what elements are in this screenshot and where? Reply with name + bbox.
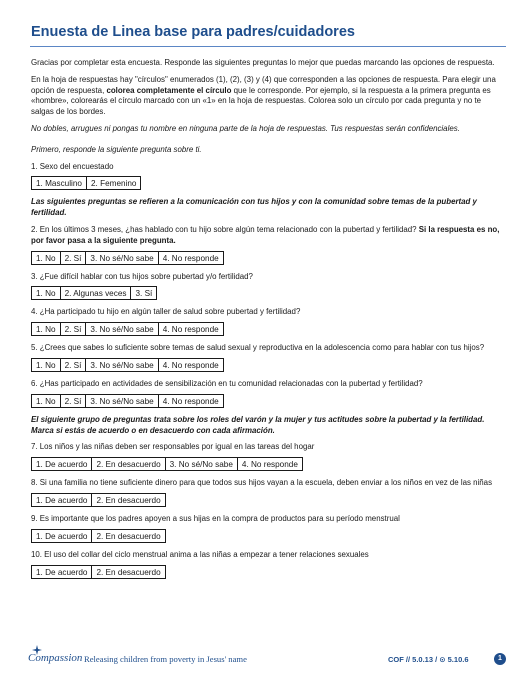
- question-3-options: [31, 286, 157, 300]
- q10-option-2[interactable]: 2. En desacuerdo: [96, 567, 161, 577]
- question-9-options: [31, 529, 166, 543]
- footer-tagline: Releasing children from poverty in Jesus' name: [84, 654, 247, 664]
- q6-option-4[interactable]: 4. No responde: [162, 396, 219, 406]
- question-9-text: 9. Es importante que los padres apoyen a sus hijas en la compra de productos para su período menstrual: [31, 513, 400, 523]
- q2-option-4[interactable]: 4. No responde: [162, 253, 219, 263]
- intro-paragraph-1: Gracias por completar esta encuesta. Responde las siguientes preguntas lo mejor que puedas marcando las opciones de respuesta.: [31, 58, 495, 67]
- question-2-text: [31, 225, 505, 247]
- q4-option-3[interactable]: 3. No sé/No sabe: [86, 323, 158, 335]
- question-6-options: [31, 394, 224, 408]
- q8-option-2[interactable]: 2. En desacuerdo: [96, 495, 161, 505]
- q7-option-1[interactable]: 1. De acuerdo: [32, 458, 92, 470]
- question-8-text: 8. Si una familia no tiene suficiente dinero para que todos sus hijos vayan a la escuela, deben enviar a los niños en vez de las niñas: [31, 478, 493, 488]
- q4-option-1[interactable]: 1. No: [32, 323, 61, 335]
- q1-option-2[interactable]: 2. Femenino: [90, 179, 137, 189]
- compassion-logo: Compassion: [28, 652, 83, 664]
- q5-option-4[interactable]: 4. No responde: [162, 360, 219, 370]
- intro-paragraph-3: No dobles, arrugues ni pongas tu nombre en ninguna parte de la hoja de respuestas. Tus respuestas serán confidenciales.: [31, 123, 460, 133]
- page-number-badge: 1: [494, 653, 506, 665]
- question-10-options: [31, 565, 166, 579]
- q9-option-2[interactable]: 2. En desacuerdo: [96, 531, 161, 541]
- q2-instruction: Si la respuesta es no, por favor pasa a la siguiente pregunta.: [31, 224, 500, 245]
- q9-option-1[interactable]: 1. De acuerdo: [32, 530, 92, 542]
- question-3-text: 3. ¿Fue difícil hablar con tus hijos sobre pubertad y/o fertilidad?: [31, 271, 253, 281]
- question-5-options: [31, 358, 224, 372]
- document-code: COF // 5.0.13 / ⊙ 5.10.6: [388, 655, 469, 664]
- q10-option-1[interactable]: 1. De acuerdo: [32, 566, 92, 578]
- q2-text-a: 2. En los últimos 3 meses, ¿has hablado con tu hijo sobre algún tema relacionado con la pubertad y fertilidad?: [31, 224, 419, 234]
- q6-option-3[interactable]: 3. No sé/No sabe: [86, 395, 158, 407]
- q2-option-3[interactable]: 3. No sé/No sabe: [86, 252, 158, 264]
- question-10-text: 10. El uso del collar del ciclo menstrual anima a las niñas a empezar a tener relaciones sexuales: [31, 549, 369, 559]
- intro-text-c: que le corresponde. Por ejemplo, si la respuesta a la primera pregunta es «hombre», colorearás el círculo marcado con un «1» en la hoja de respuestas. Colorea solo un círculo por cada pregunta y no te salgas de los bordes.: [31, 85, 491, 117]
- q5-option-1[interactable]: 1. No: [32, 359, 61, 371]
- q3-option-3[interactable]: 3. Sí: [135, 289, 153, 299]
- intro-paragraph-2: [31, 75, 505, 118]
- question-2-options: [31, 251, 224, 265]
- q6-option-2[interactable]: 2. Sí: [61, 395, 87, 407]
- question-1-text: 1. Sexo del encuestado: [31, 161, 114, 171]
- q4-option-2[interactable]: 2. Sí: [61, 323, 87, 335]
- q7-option-4[interactable]: 4. No responde: [241, 460, 298, 470]
- question-5-text: 5. ¿Crees que sabes lo suficiente sobre temas de salud sexual y reproductiva en la adolescencia como para hablar con tus hijos?: [31, 343, 485, 353]
- survey-content: [31, 58, 505, 586]
- q5-option-3[interactable]: 3. No sé/No sabe: [86, 359, 158, 371]
- q8-option-1[interactable]: 1. De acuerdo: [32, 494, 92, 506]
- title-divider: [30, 46, 506, 47]
- question-4-text: 4. ¿Ha participado tu hijo en algún taller de salud sobre pubertad y fertilidad?: [31, 307, 301, 317]
- q1-option-1[interactable]: 1. Masculino: [32, 177, 87, 189]
- section-communication-heading: Las siguientes preguntas se refieren a la comunicación con tus hijos y con la comunidad sobre temas de la pubertad y fertilidad.: [31, 197, 477, 218]
- q7-option-2[interactable]: 2. En desacuerdo: [92, 458, 165, 470]
- intro-text-a: En la hoja de respuestas hay "círculos" enumerados (1), (2), (3) y (4) que corresponden a las opciones de respuesta. Para elegir una opción de respuesta,: [31, 74, 496, 95]
- question-7-text: 7. Los niños y las niñas deben ser responsables por igual en las tareas del hogar: [31, 442, 315, 452]
- section-roles-heading: El siguiente grupo de preguntas trata sobre los roles del varón y la mujer y tus actitudes sobre la pubertad y la fertilidad. Marca si estás de acuerdo o en desacuerdo con cada afirmación.: [31, 414, 485, 435]
- first-prompt: Primero, responde la siguiente pregunta sobre ti.: [31, 144, 202, 154]
- question-6-text: 6. ¿Has participado en actividades de sensibilización en tu comunidad relacionadas con la pubertad y fertilidad?: [31, 378, 423, 388]
- question-8-options: [31, 493, 166, 507]
- q3-option-1[interactable]: 1. No: [32, 287, 61, 299]
- question-4-options: [31, 322, 224, 336]
- q6-option-1[interactable]: 1. No: [32, 395, 61, 407]
- question-7-options: [31, 457, 303, 471]
- intro-emphasis: colorea completamente el círculo: [106, 85, 232, 95]
- question-1-options: [31, 176, 141, 190]
- q5-option-2[interactable]: 2. Sí: [61, 359, 87, 371]
- page-title: Enuesta de Linea base para padres/cuidadores: [31, 24, 355, 40]
- q3-option-2[interactable]: 2. Algunas veces: [61, 287, 132, 299]
- q2-option-2[interactable]: 2. Sí: [61, 252, 87, 264]
- q4-option-4[interactable]: 4. No responde: [162, 325, 219, 335]
- q2-option-1[interactable]: 1. No: [32, 252, 61, 264]
- q7-option-3[interactable]: 3. No sé/No sabe: [166, 458, 238, 470]
